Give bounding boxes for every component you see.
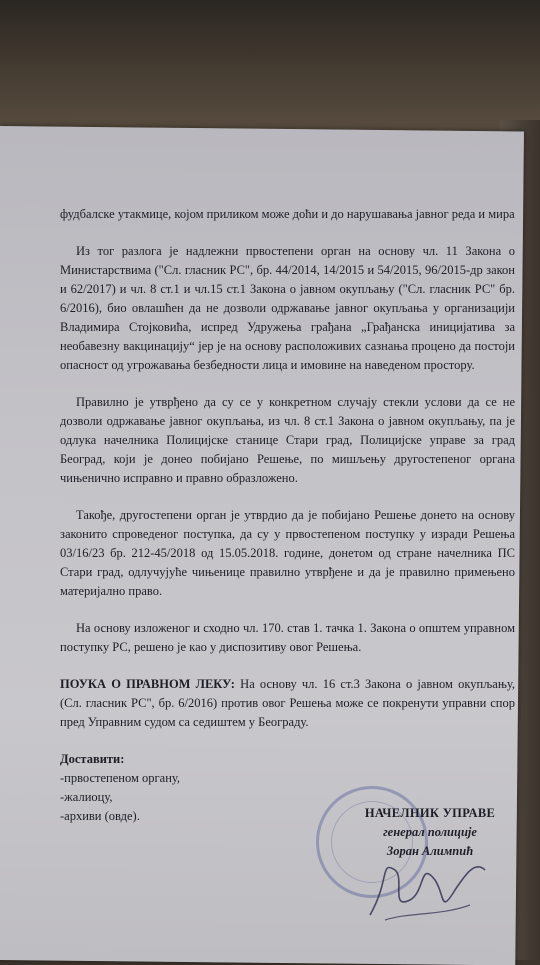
paragraph-intro: фудбалске утакмице, којом приликом може доћи и до нарушавања јавног реда и мира xyxy=(60,207,515,221)
paragraph-decision: На основу изложеног и сходно чл. 170. став 1. тачка 1. Закона о општем управном поступку РС, решено је као у диспозитиву овог Решења. xyxy=(60,621,515,654)
signature-rank: генерал полиције xyxy=(383,825,477,839)
handwritten-signature xyxy=(350,820,510,930)
signature-title: НАЧЕЛНИК УПРАВЕ xyxy=(364,806,496,820)
signature-name: Зоран Алимпић xyxy=(386,844,474,858)
paragraph-reasoning: Из тог разлога је надлежни првостепени орган на основу чл. 11 Закона о Министарствима ("Сл. гласник РС", бр. 44/2014, 14/2015 и 54/2015, 96/2015-др закон и 62/2017) и чл. 8 ст.1 и чл.15 ст.1 Закона о јавном окупљању ("Сл. гласник РС" бр. 6/2016), био овлашћен да не дозволи одржавање јавног окупљања у организацији Владимира Стојковића, испред Удружења грађана „Грађанска иницијатива за необавезну вакцинацију“ јер је на основу расположивих сазнања процено да постоји опасност од угрожавања безбедности лица и имовине на наведеном простору. xyxy=(60,244,515,372)
paragraph-legal-remedy xyxy=(60,675,515,732)
delivery-item: -архиви (овде). xyxy=(60,809,140,823)
paragraph-conditions: Правилно је утврђено да су се у конкретном случају стекли услови да се не дозволи одржавање јавног окупљања, из чл. 8 ст.1 Закона о јавном окупљању, па је одлука начелника Полицијске станице Стари град, Полицијске управе за град Београд, који је донео побијано Решење, по мишљењу другостепеног органа чињенично исправно и правно образложено. xyxy=(60,395,515,485)
document-body xyxy=(60,205,515,826)
delivery-title: Доставити: xyxy=(60,752,125,766)
paragraph-procedure: Такође, другостепени орган је утврдио да је побијано Решење донето на основу законито спроведеног поступка, да су у првостепеном поступку у изради Решења 03/16/23 бр. 212-45/2018 од 15.05.2018. године, донетом од стране начелника ПС Стари град, одлучујуће чињенице правилно утврђене и да је правилно примењено материјално право. xyxy=(60,508,515,598)
delivery-item: -жалиоцу, xyxy=(60,790,113,804)
delivery-item: -првостепеном органу, xyxy=(60,771,181,785)
legal-remedy-text: На основу чл. 16 ст.3 Закона о јавном окупљању, (Сл. гласник РС", бр. 6/2016) против овог Решења може се покренути управни спор пред Управним судом са седиштем у Београду. xyxy=(60,677,515,729)
background-top xyxy=(0,0,540,140)
legal-remedy-heading: ПОУКА О ПРАВНОМ ЛЕКУ: xyxy=(60,677,235,691)
